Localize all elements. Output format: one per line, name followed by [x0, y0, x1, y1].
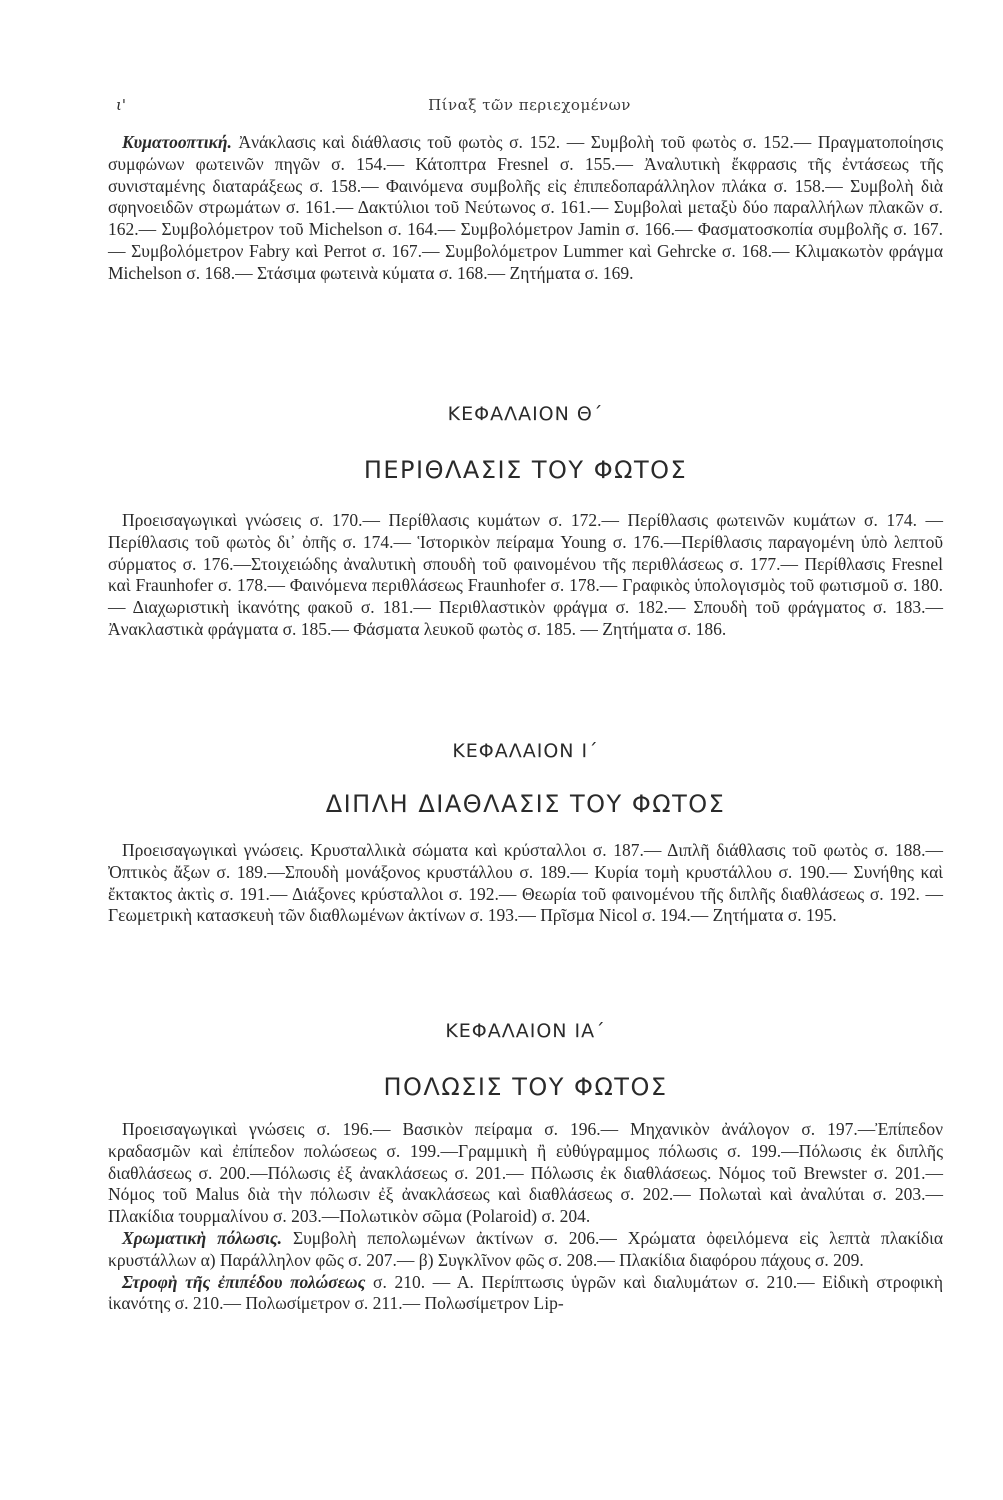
page-number: ι'	[116, 96, 127, 114]
chapter-9-contents	[108, 510, 943, 641]
chapter-11-contents	[108, 1119, 943, 1315]
running-header	[116, 96, 943, 120]
section-lead: Χρωματικὴ πόλωσις.	[122, 1227, 283, 1248]
paragraph-text: Προεισαγωγικαὶ γνώσεις σ. 196.— Βασικὸν πείραμα σ. 196.— Μηχανικὸν ἀνάλογον σ. 197.—Ἐπίπεδον κραδασμῶν καὶ ἐπίπεδον πολώσεως σ. 199.—Γραμμικὴ ἢ εὐθύγραμμος πόλωσις σ. 199.—Πόλωσις ἐκ διπλῆς διαθλάσεως σ. 200.—Πόλωσις ἐξ ἀνακλάσεως σ. 201.— Πόλωσις ἐκ διαθλάσεως. Νόμος τοῦ Brewster σ. 201.— Νόμος τοῦ Malus διὰ τὴν πόλωσιν ἐξ ἀνακλάσεως καὶ διαθλάσεως σ. 202.— Πολωταὶ καὶ ἀναλύται σ. 203.— Πλακίδια τουρμαλίνου σ. 203.—Πολωτικὸν σῶμα (Polaroid) σ. 204.	[108, 1119, 943, 1227]
chapter-title: ΠΕΡΙΘΛΑΣΙΣ ΤΟΥ ΦΩΤΟΣ	[363, 456, 688, 484]
paragraph	[108, 1228, 943, 1272]
chapter-label: ΚΕΦΑΛΑΙΟΝ Θ΄	[447, 403, 604, 425]
chapter-label: ΚΕΦΑΛΑΙΟΝ ΙΑ΄	[445, 1020, 606, 1042]
paragraph	[108, 132, 943, 285]
section-lead: Κυματοοπτική.	[122, 132, 232, 152]
chapter-title: ΔΙΠΛΗ ΔΙΑΘΛΑΣΙΣ ΤΟΥ ΦΩΤΟΣ	[325, 790, 726, 818]
paragraph-text: Συμβολὴ πεπολωμένων ἀκτίνων σ. 206.— Χρώματα ὀφειλόμενα εἰς λεπτὰ πλακίδια κρυστάλλων α) Παράλληλον φῶς σ. 207.— β) Συγκλῖνον φῶς σ. 208.— Πλακίδια διαφόρου πάχους σ. 209.	[108, 1227, 943, 1270]
section-wave-optics	[108, 132, 943, 285]
paragraph-text: Προεισαγωγικαὶ γνώσεις σ. 170.— Περίθλασις κυμάτων σ. 172.— Περίθλασις φωτεινῶν κυμάτων σ. 174. — Περίθλασις τοῦ φωτὸς δι᾿ ὀπῆς σ. 174.— Ἱστορικὸν πείραμα Young σ. 176.—Περίθλασις παραγομένη ὑπὸ λεπτοῦ σύρματος σ. 176.—Στοιχειώδης ἀναλυτικὴ σπουδὴ τοῦ φαινομένου τῆς περιθλάσεως σ. 177.— Περίθλασις Fresnel καὶ Fraunhofer σ. 178.— Φαινόμενα περιθλάσεως Fraunhofer σ. 178.— Γραφικὸς ὑπολογισμὸς τοῦ φωτισμοῦ σ. 180.— Διαχωριστικὴ ἱκανότης φακοῦ σ. 181.— Περιθλαστικὸν φράγμα σ. 182.— Σπουδὴ τοῦ φράγματος σ. 183.— Ἀνακλαστικὰ φράγματα σ. 185.— Φάσματα λευκοῦ φωτὸς σ. 185. — Ζητήματα σ. 186.	[108, 510, 943, 639]
paragraph-text: Προεισαγωγικαὶ γνώσεις. Κρυσταλλικὰ σώματα καὶ κρύσταλλοι σ. 187.— Διπλῆ διάθλασις τοῦ φωτὸς σ. 188.—Ὀπτικὸς ἄξων σ. 189.—Σπουδὴ μονάξονος κρυστάλλου σ. 189.— Κυρία τομὴ κρυστάλλου σ. 190.— Συνήθης καὶ ἔκτακτος ἀκτὶς σ. 191.— Διάξονες κρύσταλλοι σ. 192.— Θεωρία τοῦ φαινομένου τῆς διπλῆς διαθλάσεως σ. 192. — Γεωμετρικὴ κατασκευὴ τῶν διαθλωμένων ἀκτίνων σ. 193.— Πρῖσμα Nicol σ. 194.— Ζητήματα σ. 195.	[108, 840, 943, 926]
chapter-10-contents	[108, 840, 943, 927]
paragraph	[108, 1272, 943, 1316]
chapter-label: ΚΕΦΑΛΑΙΟΝ Ι΄	[452, 740, 599, 762]
paragraph-text: σ. 210. — Α. Περίπτωσις ὑγρῶν καὶ διαλυμάτων σ. 210.— Εἰδικὴ στροφικὴ ἱκανότης σ. 210.— Πολωσίμετρον σ. 211.— Πολωσίμετρον Lip-	[108, 1271, 943, 1314]
paragraph-text: Ἀνάκλασις καὶ διάθλασις τοῦ φωτὸς σ. 152. — Συμβολὴ τοῦ φωτὸς σ. 152.— Πραγματοποίησις συμφώνων φωτεινῶν πηγῶν σ. 154.— Κάτοπτρα Fresnel σ. 155.— Ἀναλυτικὴ ἔκφρασις τῆς ἐντάσεως τῆς συνισταμένης διαταράξεως σ. 158.— Φαινόμενα συμβολῆς εἰς ἐπιπεδοπαράλληλον πλάκα σ. 158.— Συμβολὴ διὰ σφηνοειδῶν στρωμάτων σ. 161.— Δακτύλιοι τοῦ Νεύτωνος σ. 161.— Συμβολαὶ μεταξὺ δύο παραλλήλων πλακῶν σ. 162.— Συμβολόμετρον τοῦ Michelson σ. 164.— Συμβολόμετρον Jamin σ. 166.— Φασματοσκοπία συμβολῆς σ. 167.— Συμβολόμετρον Fabry καὶ Perrot σ. 167.— Συμβολόμετρον Lummer καὶ Gehrcke σ. 168.— Κλιμακωτὸν φράγμα Michelson σ. 168.— Στάσιμα φωτεινὰ κύματα σ. 168.— Ζητήματα σ. 169.	[108, 132, 943, 283]
section-lead: Στροφὴ τῆς ἐπιπέδου πολώσεως	[122, 1271, 366, 1292]
chapter-title: ΠΟΛΩΣΙΣ ΤΟΥ ΦΩΤΟΣ	[383, 1073, 668, 1101]
running-title: Πίναξ τῶν περιεχομένων	[428, 96, 631, 114]
